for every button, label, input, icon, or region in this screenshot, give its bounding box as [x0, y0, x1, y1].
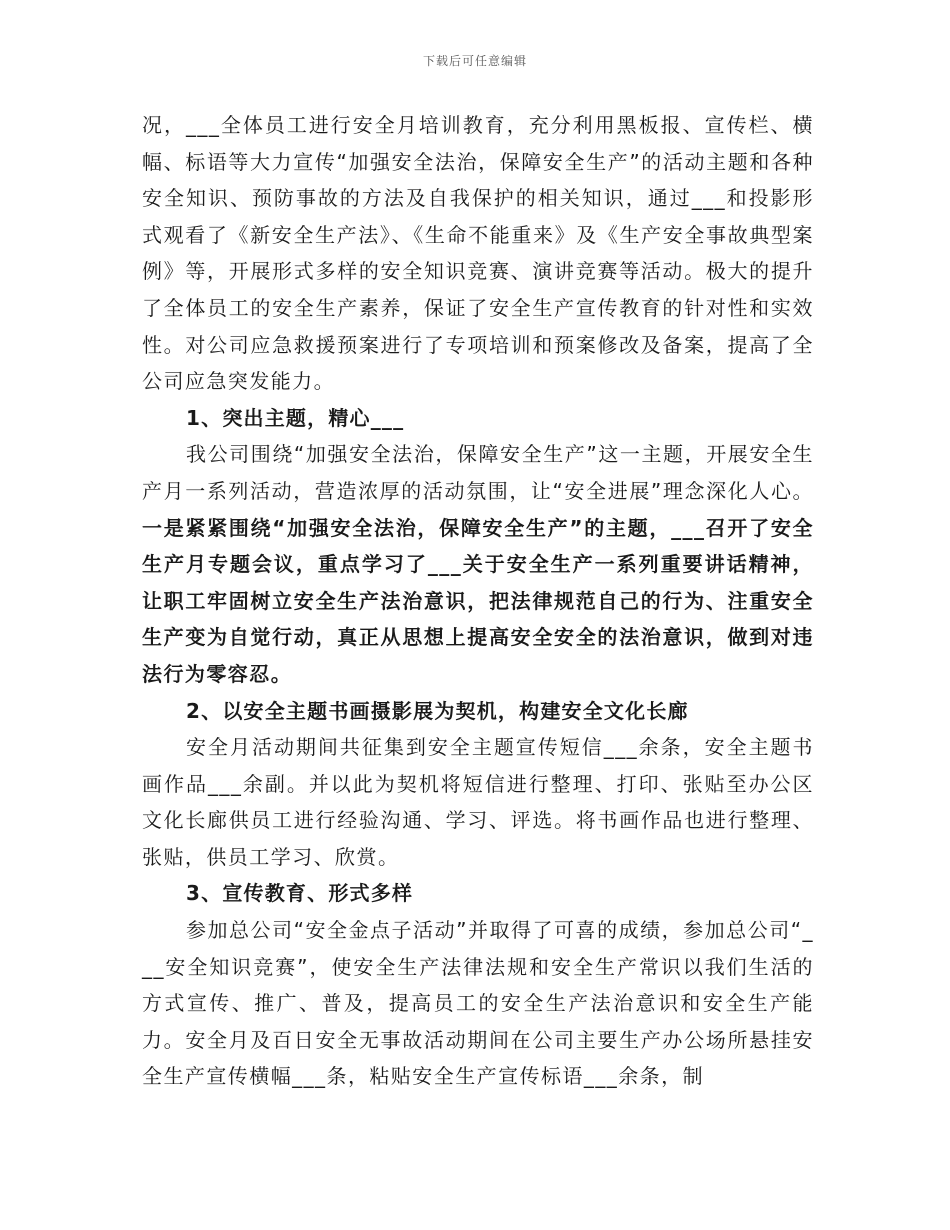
paragraph-theme-intro: 我公司围绕“加强安全法治，保障安全生产”这一主题，开展安全生产月一系列活动，营造浓厚的活动氛围，让“安全进展”理念深化人心。 [142, 442, 814, 503]
paragraph-training-summary: 况，___全体员工进行安全月培训教育，充分利用黑板报、宣传栏、横幅、标语等大力宣传“加强安全法治，保障安全生产”的活动主题和各种安全知识、预防事故的方法及自我保护的相关知识，通过___和投影形式观看了《新安全生产法》、《生命不能重来》及《生产安全事故典型案例》等，开展形式多样的安全知识竞赛、演讲竞赛等活动。极大的提升了全体员工的安全生产素养，保证了安全生产宣传教育的针对性和实效性。对公司应急救援预案进行了专项培训和预案修改及备案，提高了全公司应急突发能力。 [142, 113, 814, 394]
document-body [142, 107, 814, 1095]
paragraph-exhibition: 安全月活动期间共征集到安全主题宣传短信___余条，安全主题书画作品___余副。并以此为契机将短信进行整理、打印、张贴至办公区文化长廊供员工进行经验沟通、学习、评选。将书画作品也进行整理、张贴，供员工学习、欣赏。 [142, 735, 814, 869]
section-heading-education: 3、宣传教育、形式多样 [186, 881, 414, 906]
section-heading-exhibition: 2、以安全主题书画摄影展为契机，构建安全文化长廊 [186, 698, 689, 723]
paragraph-education: 参加总公司“安全金点子活动”并取得了可喜的成绩，参加总公司“___安全知识竞赛”，使安全生产法律法规和安全生产常识以我们生活的方式宣传、推广、普及，提高员工的安全生产法治意识和安全生产能力。安全月及百日安全无事故活动期间在公司主要生产办公场所悬挂安全生产宣传横幅___条，粘贴安全生产宣传标语___余条，制 [142, 918, 814, 1089]
paragraph-theme-activities [142, 436, 814, 692]
page-header-note: 下载后可任意编辑 [422, 54, 527, 68]
section-heading-theme: 1、突出主题，精心___ [186, 405, 405, 430]
paragraph-theme-emphasis: 一是紧紧围绕“加强安全法治，保障安全生产”的主题，___召开了安全生产月专题会议，重点学习了___关于安全生产一系列重要讲话精神，让职工牢固树立安全生产法治意识，把法律规范自己的行为、注重安全生产变为自觉行动，真正从思想上提高安全安全的法治意识，做到对违法行为零容忍。 [142, 515, 814, 686]
